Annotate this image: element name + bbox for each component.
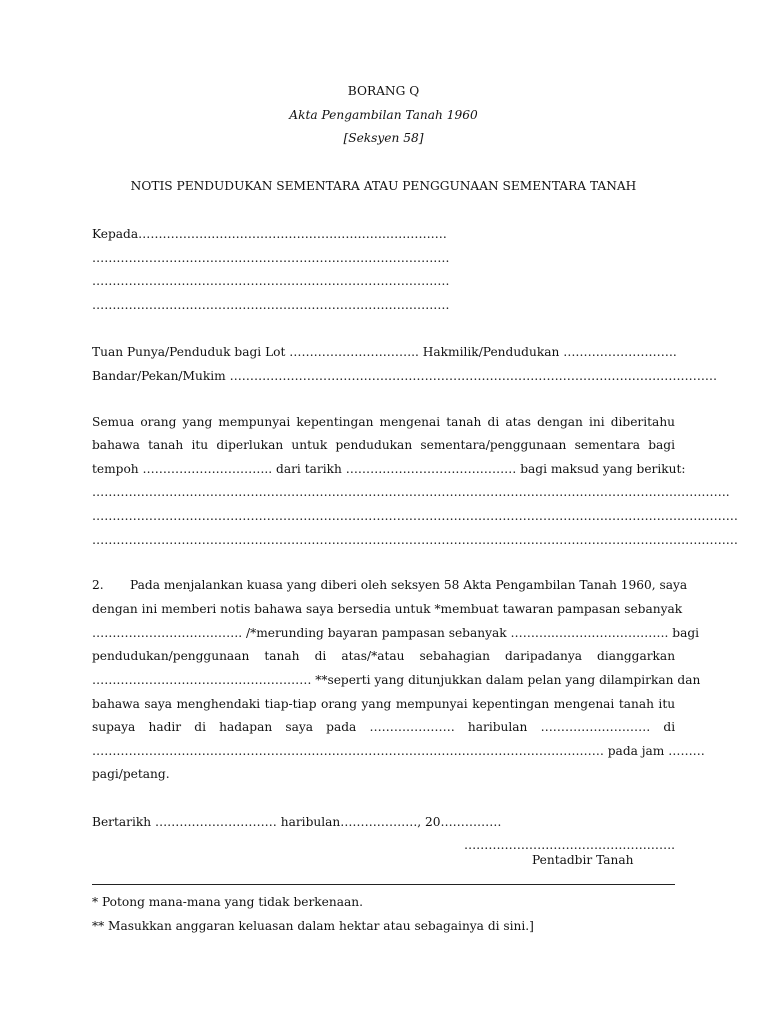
footnote-2: ** Masukkan anggaran keluasan dalam hektar atau sebagainya di sini.] bbox=[92, 919, 534, 933]
dated-line: Bertarikh ………………………… haribulan………………., 20…………… bbox=[92, 815, 502, 829]
para2-line-6: bahawa saya menghendaki tiap-tiap orang yang mempunyai kepentingan mengenai tanah itu bbox=[92, 697, 676, 711]
act-name: Akta Pengambilan Tanah 1960 bbox=[289, 108, 478, 122]
para2-number: 2. bbox=[92, 578, 104, 592]
purpose-dots-2: …………………………………………………………………………………………………………………………………………… bbox=[92, 509, 738, 523]
para2-line-1: Pada menjalankan kuasa yang diberi oleh seksyen 58 Akta Pengambilan Tanah 1960, saya bbox=[130, 578, 688, 592]
para1-line-2: bahawa tanah itu diperlukan untuk pendudukan sementara/penggunaan sementara bagi bbox=[92, 438, 675, 452]
footnote-1: * Potong mana-mana yang tidak berkenaan. bbox=[92, 895, 363, 909]
signature-line: ……………………………………………. bbox=[463, 838, 675, 852]
signatory-title: Pentadbir Tanah bbox=[532, 853, 634, 867]
recipient-line-4: ……………………………………………………………………………. bbox=[92, 298, 450, 312]
para2-line-3: ………………………………. /*merunding bayaran pampasan sebanyak ………..………………………. bagi bbox=[92, 626, 700, 640]
lot-line-1: Tuan Punya/Penduduk bagi Lot ………………………….. Hakmilik/Pendudukan ………………………. bbox=[92, 345, 677, 359]
para2-line-9: pagi/petang. bbox=[92, 767, 170, 781]
purpose-dots-1: …………………………………………………………………………………………………………………………………………. bbox=[92, 485, 730, 499]
recipient-line-1: Kepada…………………………………………………………………. bbox=[92, 227, 447, 241]
para1-line-3: tempoh ………………………….. dari tarikh …………………………………… bagi maksud yang berikut: bbox=[92, 462, 686, 476]
purpose-dots-3: …………………………………………………………………………………………………………………………………………… bbox=[92, 533, 738, 547]
para2-line-2: dengan ini memberi notis bahawa saya bersedia untuk *membuat tawaran pampasan sebanyak bbox=[92, 602, 683, 616]
para2-line-4: pendudukan/penggunaan tanah di atas/*atau sebahagian daripadanya dianggarkan bbox=[92, 649, 676, 663]
para2-line-8: ……………………………………………………………………………………………………………… pada jam ……… bbox=[92, 744, 705, 758]
recipient-line-2: ……………………………………………………………………………. bbox=[92, 251, 450, 265]
lot-line-2: Bandar/Pekan/Mukim ………………………………………………………………………………………………………… bbox=[92, 369, 718, 383]
section-reference: [Seksyen 58] bbox=[343, 131, 424, 145]
recipient-line-3: ……………………………………………………………………………. bbox=[92, 274, 450, 288]
form-label: BORANG Q bbox=[347, 84, 420, 98]
footnote-divider bbox=[92, 884, 675, 885]
para1-line-1: Semua orang yang mempunyai kepentingan mengenai tanah di atas dengan ini diberitahu bbox=[92, 415, 676, 429]
para2-line-7: supaya hadir di hadapan saya pada ………………… haribulan ……………………… di bbox=[92, 720, 676, 734]
para2-line-5: ……………………………………………… **seperti yang ditunjukkan dalam pelan yang dilampirkan dan bbox=[92, 673, 701, 687]
notice-title: NOTIS PENDUDUKAN SEMENTARA ATAU PENGGUNAAN SEMENTARA TANAH bbox=[130, 179, 637, 193]
